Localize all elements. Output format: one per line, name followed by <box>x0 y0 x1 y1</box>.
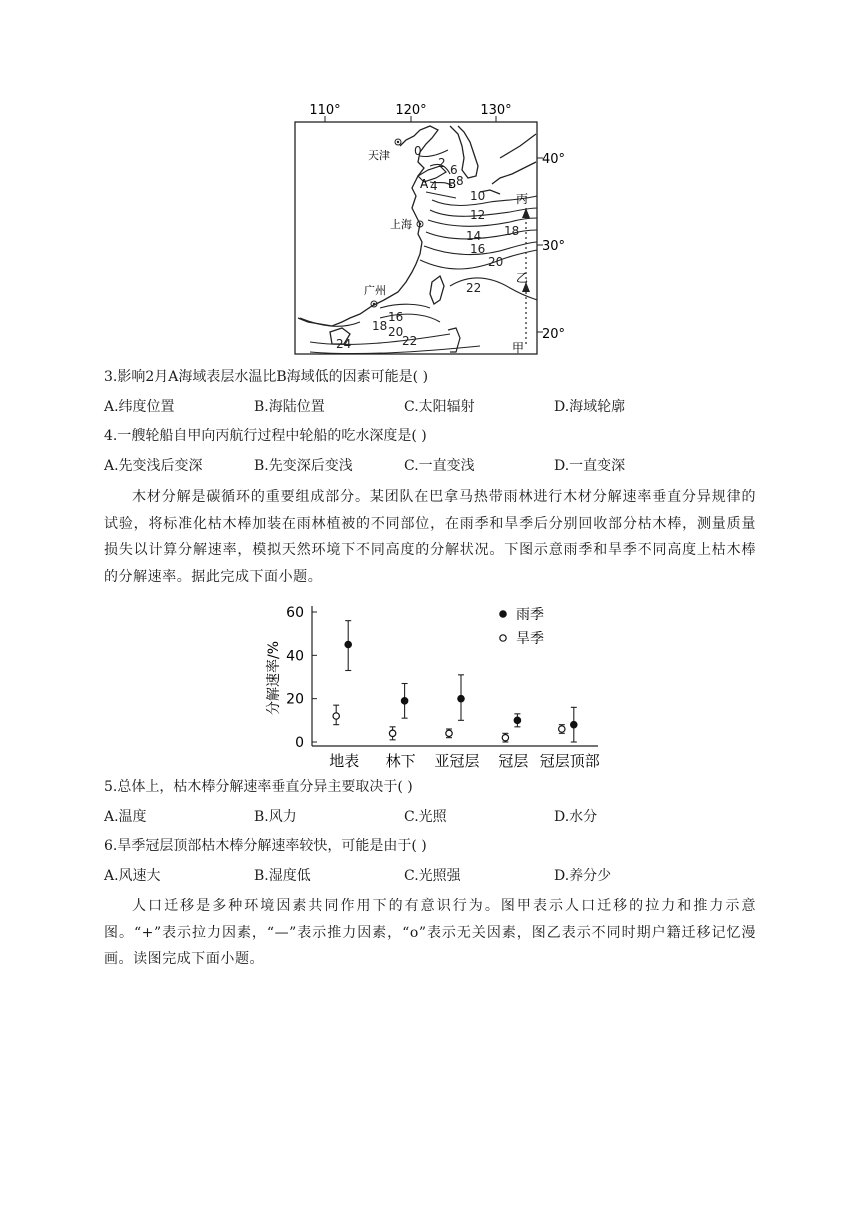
q3-option-d[interactable]: D.海域轮廓 <box>554 399 626 415</box>
q3-option-a[interactable]: A.纬度位置 <box>104 399 175 415</box>
point-bing: 丙 <box>516 192 529 206</box>
question-3-stem: 3.影响2月A海域表层水温比B海域低的因素可能是( ) <box>104 369 429 385</box>
isotherm-label: 24 <box>336 337 352 351</box>
city-tianjin: 天津 <box>368 149 390 162</box>
rainy-season-point <box>571 721 577 727</box>
q6-option-c[interactable]: C.光照强 <box>404 868 461 884</box>
dry-season-point <box>502 734 508 740</box>
isotherm-label: 16 <box>470 242 486 256</box>
y-tick-label: 20 <box>286 691 304 708</box>
lon-label-110: 110° <box>309 103 341 118</box>
question-6-stem: 6.旱季冠层顶部枯木棒分解速率较快，可能是由于( ) <box>104 838 427 854</box>
q5-option-a[interactable]: A.温度 <box>104 809 147 825</box>
passage-wood-decomposition: 木材分解是碳循环的重要组成部分。某团队在巴拿马热带雨林进行木材分解速率垂直分异规律的试验，将标准化枯木棒加装在雨林植被的不同部位，在雨季和旱季后分别回收部分枯木棒，测量质量损失以计算分解速率，模拟天然环境下不同高度的分解状况。下图示意雨季和旱季不同高度上枯木棒的分解速率。据此完成下面小题。 <box>104 489 756 585</box>
isotherm-label: 20 <box>388 325 404 339</box>
lat-label-40: 40° <box>542 152 566 167</box>
isotherm-label: 14 <box>466 229 482 243</box>
isotherm-label: 8 <box>456 174 464 188</box>
isotherm-label: 10 <box>470 189 486 203</box>
chart-y-axis-label: 分解速率/% <box>266 640 282 716</box>
rainy-season-point <box>458 695 464 701</box>
q4-option-c[interactable]: C.一直变浅 <box>404 458 475 474</box>
q3-option-b[interactable]: B.海陆位置 <box>254 399 325 415</box>
isotherm-label: 18 <box>372 319 388 333</box>
dry-season-point <box>389 730 395 736</box>
x-tick-label: 冠层 <box>498 752 529 770</box>
city-marker-dot <box>373 303 375 305</box>
x-tick-label: 地表 <box>329 752 360 770</box>
dry-season-point <box>446 730 452 736</box>
isotherm-label: 18 <box>504 224 520 238</box>
q5-option-d[interactable]: D.水分 <box>554 809 598 825</box>
q4-option-b[interactable]: B.先变深后变浅 <box>254 458 353 474</box>
x-tick-label: 亚冠层 <box>434 752 480 770</box>
isotherm-label: 20 <box>488 255 504 269</box>
isotherm-label: 6 <box>450 163 458 177</box>
lon-label-120: 120° <box>395 103 427 118</box>
isotherm-lines <box>300 150 537 354</box>
question-5-stem: 5.总体上，枯木棒分解速率垂直分异主要取决于( ) <box>104 779 413 795</box>
question-4-stem: 4.一艘轮船自甲向丙航行过程中轮船的吃水深度是( ) <box>104 428 427 444</box>
city-guangzhou: 广州 <box>364 284 386 297</box>
sea-temperature-map <box>280 96 580 360</box>
q4-option-a[interactable]: A.先变浅后变深 <box>104 458 203 474</box>
passage-population-migration: 人口迁移是多种环境因素共同作用下的有意识行为。图甲表示人口迁移的拉力和推力示意图。“+”表示拉力因素，“—”表示推力因素，“o”表示无关因素，图乙表示不同时期户籍迁移记忆漫画。读图完成下面小题。 <box>104 898 756 967</box>
isotherm-label: 12 <box>470 208 486 222</box>
isotherm-label: 2 <box>438 156 446 170</box>
taiwan-island <box>430 276 444 304</box>
dry-season-point <box>559 726 565 732</box>
isotherm-label: 22 <box>402 334 418 348</box>
isotherm-label: 4 <box>430 179 438 193</box>
x-tick-label: 林下 <box>385 752 416 770</box>
isotherm-label: 16 <box>388 310 404 324</box>
rainy-season-point <box>345 641 351 647</box>
y-tick-label: 40 <box>286 648 304 665</box>
x-tick-label: 冠层顶部 <box>539 752 600 770</box>
legend-marker <box>500 611 506 617</box>
japan-coastline <box>480 134 536 194</box>
legend-marker <box>500 635 506 641</box>
q3-option-c[interactable]: C.太阳辐射 <box>404 399 475 415</box>
lat-label-20: 20° <box>542 327 566 342</box>
rainy-season-point <box>401 698 407 704</box>
q6-option-d[interactable]: D.养分少 <box>554 868 612 884</box>
lon-label-130: 130° <box>480 103 512 118</box>
decomposition-rate-chart <box>258 598 608 774</box>
legend-label: 旱季 <box>516 631 544 647</box>
q6-option-b[interactable]: B.湿度低 <box>254 868 311 884</box>
q5-option-c[interactable]: C.光照 <box>404 809 447 825</box>
isotherm-label: 22 <box>466 281 482 295</box>
legend-label: 雨季 <box>516 607 544 623</box>
lat-label-30: 30° <box>542 239 566 254</box>
point-a: A <box>420 177 429 191</box>
q6-option-a[interactable]: A.风速大 <box>104 868 161 884</box>
rainy-season-point <box>514 717 520 723</box>
point-yi: 乙 <box>516 271 529 285</box>
point-b: B <box>448 177 457 191</box>
city-marker-dot <box>419 223 421 225</box>
q5-option-b[interactable]: B.风力 <box>254 809 297 825</box>
city-marker-dot <box>397 141 399 143</box>
dry-season-point <box>333 713 339 719</box>
y-tick-label: 60 <box>286 605 304 621</box>
y-tick-label: 0 <box>295 735 304 751</box>
isotherm-label: 0 <box>414 144 422 158</box>
city-shanghai: 上海 <box>390 218 412 231</box>
q4-option-d[interactable]: D.一直变深 <box>554 458 626 474</box>
point-jia: 甲 <box>512 341 525 355</box>
